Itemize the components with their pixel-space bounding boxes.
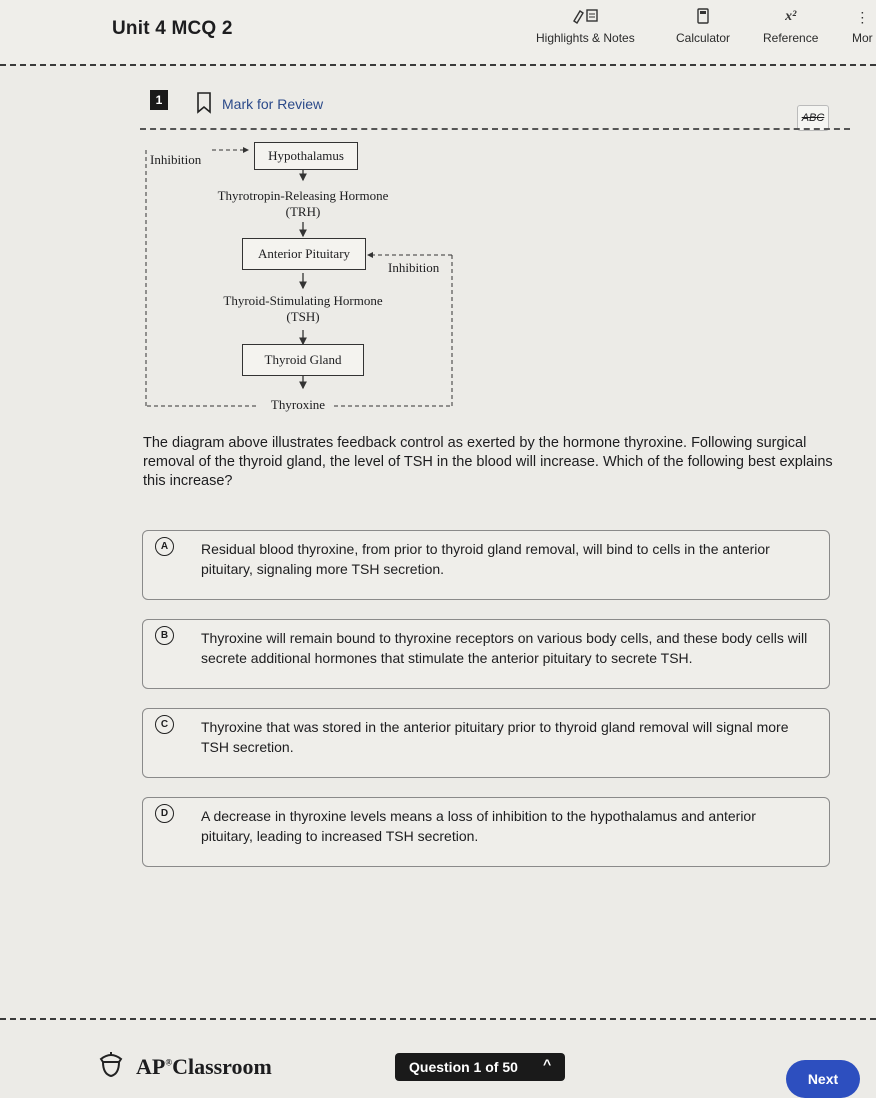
choice-a-letter: A — [155, 537, 174, 556]
next-button[interactable]: Next — [786, 1060, 860, 1098]
trh-line2: (TRH) — [285, 204, 321, 219]
choice-c[interactable] — [142, 708, 830, 778]
more-button[interactable] — [852, 8, 873, 45]
inhibition-label-right: Inhibition — [388, 260, 440, 275]
feedback-diagram — [138, 130, 468, 420]
highlights-notes-button[interactable] — [536, 8, 635, 45]
choice-d[interactable] — [142, 797, 830, 867]
choice-c-text: Thyroxine that was stored in the anterior pituitary prior to thyroid gland removal will signal more TSH secretion. — [201, 719, 789, 755]
reference-formula-icon: x² — [785, 9, 797, 24]
reference-button[interactable] — [763, 8, 818, 45]
choice-c-letter: C — [155, 715, 174, 734]
mark-for-review-label[interactable]: Mark for Review — [222, 96, 324, 112]
answer-eliminator-button[interactable]: ABC — [797, 105, 829, 131]
question-number-badge: 1 — [150, 90, 168, 110]
trh-line1: Thyrotropin-Releasing Hormone — [217, 188, 389, 203]
ap-brand-text: AP — [136, 1054, 166, 1079]
choice-d-letter: D — [155, 804, 174, 823]
choice-d-text: A decrease in thyroxine levels means a loss of inhibition to the hypothalamus and anterior pituitary, leading to increased TSH secretion. — [201, 808, 756, 844]
anterior-pituitary-box: Anterior Pituitary — [242, 238, 366, 270]
thyroxine-label: Thyroxine — [262, 397, 334, 413]
bookmark-icon[interactable] — [196, 92, 212, 119]
trh-label — [178, 188, 428, 220]
classroom-brand-text: Classroom — [172, 1054, 272, 1079]
reference-label: Reference — [763, 31, 819, 45]
hypothalamus-box: Hypothalamus — [254, 142, 358, 170]
highlight-note-icon — [570, 8, 600, 26]
page-title: Unit 4 MCQ 2 — [112, 18, 233, 39]
tsh-line1: Thyroid-Stimulating Hormone — [223, 293, 383, 308]
chevron-up-icon: ^ — [543, 1056, 552, 1072]
choice-b-text: Thyroxine will remain bound to thyroxine receptors on various body cells, and these body cells will secrete additional hormones that stimulate the anterior pituitary to secrete TSH. — [201, 630, 808, 666]
calculator-button[interactable] — [676, 8, 730, 45]
footer-divider — [0, 1018, 876, 1020]
choice-a-text: Residual blood thyroxine, from prior to thyroid gland removal, will bind to cells in the anterior pituitary, signaling more TSH secretion. — [201, 541, 770, 577]
more-vertical-icon: ⋮ — [855, 9, 870, 25]
header-divider — [0, 64, 876, 66]
choice-a[interactable] — [142, 530, 830, 600]
acorn-logo-icon — [98, 1050, 124, 1083]
thyroid-gland-box: Thyroid Gland — [242, 344, 364, 376]
tsh-label — [178, 293, 428, 325]
inhibition-label-left: Inhibition — [150, 152, 202, 167]
highlights-notes-label: Highlights & Notes — [536, 31, 635, 45]
ap-classroom-brand: AP®Classroom — [136, 1054, 272, 1079]
question-stem: The diagram above illustrates feedback control as exerted by the hormone thyroxine. Following surgical removal of the thyroid gland, the level of TSH in the blood will increase. Which of the following best explains this increase? — [143, 435, 833, 489]
more-label: Mor — [852, 31, 873, 45]
question-counter: Question 1 of 50 — [409, 1059, 518, 1075]
choice-b-letter: B — [155, 626, 174, 645]
calculator-label: Calculator — [676, 31, 731, 45]
tsh-line2: (TSH) — [286, 309, 320, 324]
choice-b[interactable] — [142, 619, 830, 689]
question-navigator-button[interactable] — [395, 1053, 565, 1081]
calculator-icon — [695, 8, 711, 26]
